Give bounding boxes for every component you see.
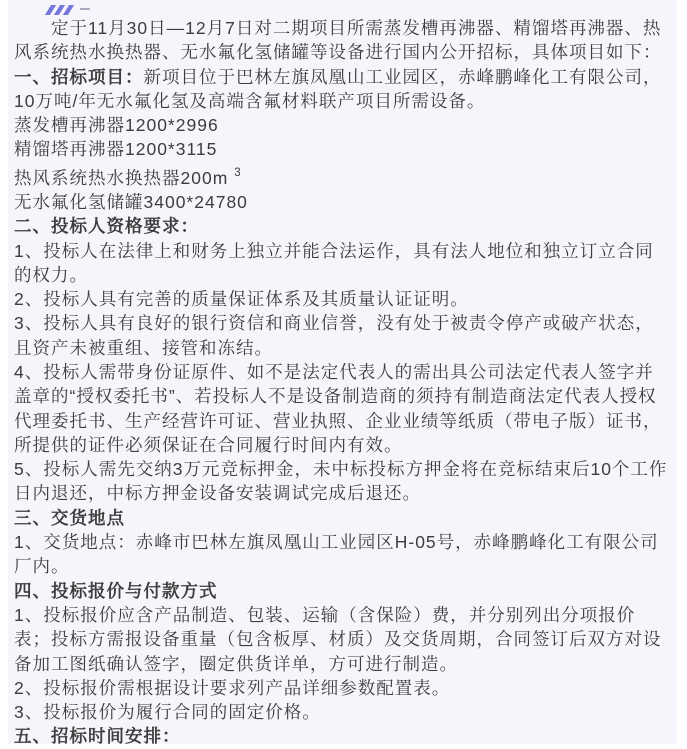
delivery-location-item-1: 1、交货地点：赤峰市巴林左旗凤凰山工业园区H-05号，赤峰鹏峰化工有限公司厂内。	[14, 532, 659, 577]
section5-heading: 五、招标时间安排：	[14, 726, 181, 747]
equipment-line-4: 无水氟化氢储罐3400*24780	[14, 191, 248, 212]
section4-heading: 四、投标报价与付款方式	[14, 580, 218, 601]
superscript-cubic-meter: 3	[234, 166, 242, 179]
quotation-item-1: 1、投标报价应含产品制造、包装、运输（含保险）费，并分别列出分项报价表；投标方需报设备重量（包含板厚、材质）及交货周期，合同签订后双方对设备加工图纸确认签字，圈定供货详单，方可进行制造。	[14, 604, 662, 674]
section2-heading-line	[14, 214, 672, 238]
equipment-line-2: 精馏塔再沸器1200*3115	[14, 139, 218, 160]
section3-heading: 三、交货地点	[14, 507, 125, 528]
equipment-line-3-text: 热风系统热水换热器200m	[14, 167, 229, 188]
quotation-item-3: 3、投标报价为履行合同的固定价格。	[14, 702, 321, 723]
equipment-line-3	[14, 162, 672, 190]
bidder-requirement-item-2: 2、投标人具有完善的质量保证体系及其质量认证证明。	[14, 289, 469, 310]
bidder-requirement-item-4: 4、投标人需带身份证原件、如不是法定代表人的需出具公司法定代表人签字并盖章的“授权委托书”、若投标人不是设备制造商的须持有制造商法定代表人授权代理委托书、生产经营许可证、营业执照、企业业绩等纸质（带电子版）证书，所提供的证件必须保证在合同履行时间内有效。	[14, 361, 662, 455]
intro-paragraph: 定于11月30日—12月7日对二期项目所需蒸发槽再沸器、精馏塔再沸器、热风系统热水换热器、无水氟化氢储罐等设备进行国内公开招标，具体项目如下：	[14, 18, 662, 63]
section2-heading: 二、投标人资格要求：	[14, 216, 199, 237]
section1-body: 新项目位于巴林左旗凤凰山工业园区，赤峰鹏峰化工有限公司，10万吨/年无水氟化氢及高端含氟材料联产项目所需设备。	[14, 66, 662, 111]
section1-heading: 一、招标项目：	[14, 66, 144, 87]
bidder-requirement-item-5: 5、投标人需先交纳3万元竞标押金，未中标投标方押金将在竞标结束后10个工作日内退还，中标方押金设备安装调试完成后退还。	[14, 459, 668, 504]
slash-stroke-icon	[63, 5, 74, 15]
equipment-line-1: 蒸发槽再沸器1200*2996	[14, 115, 219, 136]
tender-announcement-document	[8, 0, 677, 747]
bidder-requirement-item-1: 1、投标人在法律上和财务上独立并能合法运作，具有法人地位和独立订立合同的权力。	[14, 240, 654, 285]
section3-heading-line	[14, 506, 672, 530]
section5-heading-line	[14, 724, 672, 748]
section1-paragraph	[14, 65, 672, 114]
dash-decoration-icon	[80, 8, 90, 10]
bidder-requirement-item-3: 3、投标人具有良好的银行资信和商业信誉，没有处于被责令停产或破产状态，且资产未被重组、接管和冻结。	[14, 313, 654, 358]
quotation-item-2: 2、投标报价需根据设计要求列产品详细参数配置表。	[14, 677, 451, 698]
slashes-decoration-icon	[48, 4, 672, 15]
section4-heading-line	[14, 579, 672, 603]
